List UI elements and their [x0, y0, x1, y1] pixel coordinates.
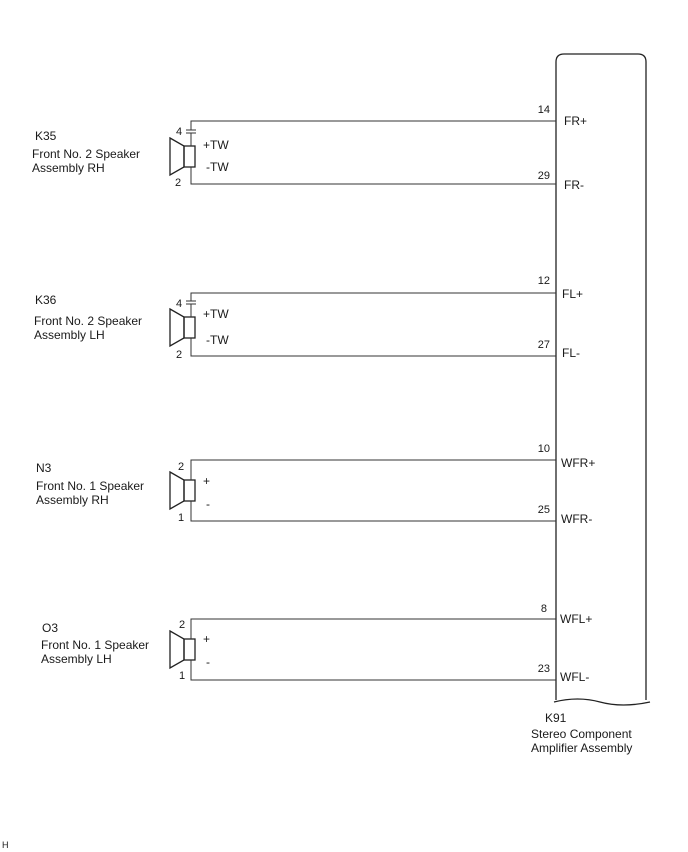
amp-negative-signal: FR-: [564, 178, 584, 192]
speaker-name-line1: Front No. 1 Speaker: [41, 638, 150, 652]
amp-negative-pin: 23: [537, 663, 550, 675]
positive-wire: [191, 619, 556, 639]
speaker-negative-pin: 2: [175, 177, 182, 189]
speaker-group: [41, 603, 592, 684]
amp-positive-signal: WFR+: [561, 456, 596, 470]
speaker-code: O3: [42, 621, 59, 635]
speaker-symbol-icon: [170, 631, 184, 668]
speaker-coil: [184, 480, 195, 501]
amplifier-name-line1: Stereo Component: [531, 727, 632, 741]
amplifier-break-line: [554, 699, 650, 705]
positive-wire: [191, 121, 556, 146]
negative-wire: [191, 338, 556, 356]
speaker-positive-label: +: [203, 474, 211, 488]
amplifier-code: K91: [545, 711, 567, 725]
speaker-name-line2: Assembly RH: [36, 493, 109, 507]
speaker-name-line1: Front No. 2 Speaker: [34, 314, 143, 328]
amp-positive-signal: WFL+: [560, 612, 593, 626]
negative-wire: [191, 660, 556, 680]
speaker-positive-label: +TW: [203, 307, 229, 321]
speaker-group: [34, 275, 583, 361]
speaker-positive-pin: 4: [176, 126, 183, 138]
speaker-negative-label: -TW: [206, 333, 229, 347]
amp-negative-pin: 27: [537, 339, 550, 351]
amp-negative-signal: FL-: [562, 346, 580, 360]
speaker-group: [36, 443, 595, 526]
amp-positive-signal: FL+: [562, 287, 584, 301]
amp-positive-pin: 10: [537, 443, 550, 455]
amp-negative-signal: WFR-: [561, 512, 593, 526]
speaker-name-line1: Front No. 1 Speaker: [36, 479, 145, 493]
corner-mark: H: [2, 840, 9, 850]
speaker-coil: [184, 317, 195, 338]
speaker-positive-pin: 2: [178, 461, 185, 473]
speaker-code: K35: [35, 129, 57, 143]
speaker-negative-label: -TW: [206, 160, 229, 174]
speaker-symbol-icon: [170, 309, 184, 346]
speaker-group: [32, 104, 587, 192]
speaker-negative-pin: 1: [179, 670, 186, 682]
speaker-coil: [184, 639, 195, 660]
speaker-negative-label: -: [206, 655, 210, 669]
positive-wire: [191, 460, 556, 480]
speaker-code: K36: [35, 293, 57, 307]
positive-wire: [191, 293, 556, 317]
negative-wire: [191, 167, 556, 184]
amp-negative-pin: 29: [537, 170, 550, 182]
speaker-positive-pin: 2: [179, 619, 186, 631]
amp-positive-pin: 8: [540, 603, 547, 615]
negative-wire: [191, 501, 556, 521]
speaker-negative-label: -: [206, 497, 210, 511]
amp-positive-pin: 14: [537, 104, 550, 116]
amp-negative-signal: WFL-: [560, 670, 590, 684]
speaker-name-line2: Assembly LH: [34, 328, 105, 342]
amp-negative-pin: 25: [537, 504, 550, 516]
amp-positive-pin: 12: [537, 275, 550, 287]
amplifier-outline: [556, 54, 646, 700]
speaker-symbol-icon: [170, 138, 184, 175]
speaker-name-line2: Assembly LH: [41, 652, 112, 666]
speaker-code: N3: [36, 461, 52, 475]
speaker-symbol-icon: [170, 472, 184, 509]
speaker-name-line2: Assembly RH: [32, 161, 105, 175]
speaker-positive-label: +: [203, 632, 211, 646]
speaker-negative-pin: 1: [178, 512, 185, 524]
speaker-name-line1: Front No. 2 Speaker: [32, 147, 141, 161]
speaker-negative-pin: 2: [176, 349, 183, 361]
speaker-positive-pin: 4: [176, 298, 183, 310]
amp-positive-signal: FR+: [564, 114, 588, 128]
speaker-coil: [184, 146, 195, 167]
amplifier-name-line2: Amplifier Assembly: [531, 741, 633, 755]
speaker-positive-label: +TW: [203, 138, 229, 152]
